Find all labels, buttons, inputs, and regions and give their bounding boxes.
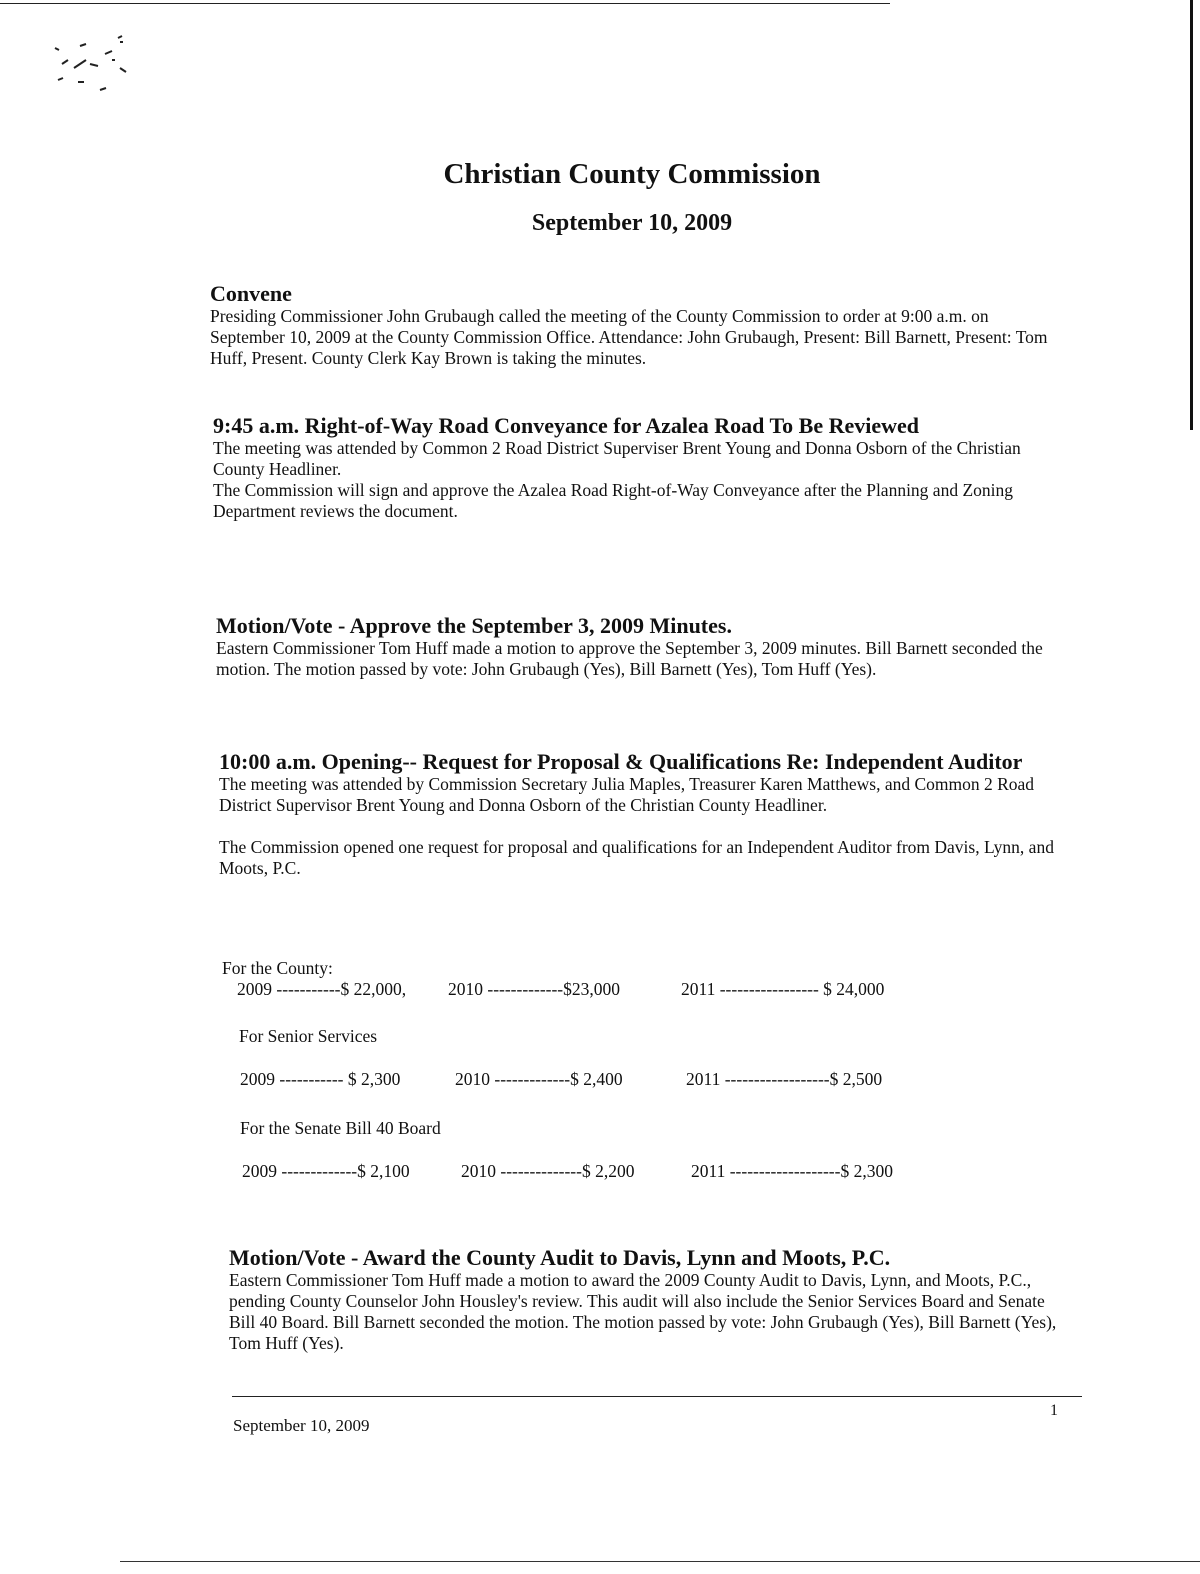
fee-group-label: For the Senate Bill 40 Board (240, 1118, 441, 1138)
scan-edge-top (0, 3, 890, 4)
page-number: 1 (1050, 1402, 1058, 1419)
fee-item: 2009 -----------$ 22,000, (237, 979, 407, 999)
fee-item: 2009 ----------- $ 2,300 (240, 1069, 401, 1089)
section-heading: Convene (210, 281, 292, 306)
section-paragraph: The Commission will sign and approve the Azalea Road Right-of-Way Conveyance after the Planning and Zoning Department reviews the document. (213, 480, 1014, 521)
section-approve-minutes (216, 614, 1046, 680)
fee-group-label: For Senior Services (239, 1026, 378, 1046)
fee-item: 2011 ----------------- $ 24,000 (681, 979, 885, 999)
section-paragraph: Presiding Commissioner John Grubaugh called the meeting of the County Commission to order at 9:00 a.m. on September 10, 2009 at the County Commission Office. Attendance: John Grubaugh, Present: Bill Barnett, Present: Tom Huff, Present. County Clerk Kay Brown is taking the minutes. (210, 306, 1048, 368)
section-heading: Motion/Vote - Award the County Audit to Davis, Lynn and Moots, P.C. (229, 1245, 891, 1270)
section-paragraph: Eastern Commissioner Tom Huff made a motion to approve the September 3, 2009 minutes. Bill Barnett seconded the motion. The motion passed by vote: John Grubaugh (Yes), Bill Barnett (Yes), Tom Huff (Yes). (216, 638, 1043, 679)
section-right-of-way (213, 414, 1053, 522)
section-paragraph: Eastern Commissioner Tom Huff made a motion to award the 2009 County Audit to Davis, Lynn, and Moots, P.C., pending County Counselor John Housley's review. This audit will also include the Senior Services Board and Senate Bill 40 Board. Bill Barnett seconded the motion. The motion passed by vote: John Grubaugh (Yes), Bill Barnett (Yes), Tom Huff (Yes). (229, 1270, 1057, 1353)
section-paragraph: The meeting was attended by Commission Secretary Julia Maples, Treasurer Karen Matthews, and Common 2 Road District Supervisor Brent Young and Donna Osborn of the Christian County Headliner. (219, 774, 1035, 815)
fee-group-county (222, 958, 957, 1001)
section-award-audit (229, 1246, 1059, 1354)
section-paragraph: The meeting was attended by Common 2 Road District Superviser Brent Young and Donna Osborn of the Christian County Headliner. (213, 438, 1021, 479)
fee-group-senior-services (239, 1026, 959, 1091)
section-heading: 9:45 a.m. Right-of-Way Road Conveyance for Azalea Road To Be Reviewed (213, 413, 919, 438)
fee-row (239, 1069, 959, 1091)
scan-specks (50, 34, 150, 96)
fee-group-senate-bill-40 (240, 1118, 960, 1183)
fee-group-label: For the County: (222, 958, 333, 978)
section-heading: 10:00 a.m. Opening-- Request for Proposal & Qualifications Re: Independent Auditor (219, 749, 1023, 774)
fee-item: 2010 -------------$23,000 (448, 979, 621, 999)
section-convene (210, 282, 1050, 369)
fee-item: 2011 -------------------$ 2,300 (691, 1161, 893, 1181)
section-rfp-opening (219, 750, 1059, 879)
document-title: Christian County Commission (443, 158, 821, 190)
fee-row (237, 979, 957, 1001)
fee-row (240, 1161, 960, 1183)
scan-edge-bottom (120, 1561, 1200, 1562)
fee-item: 2011 ------------------$ 2,500 (686, 1069, 883, 1089)
section-heading: Motion/Vote - Approve the September 3, 2009 Minutes. (216, 613, 732, 638)
footer-date: September 10, 2009 (233, 1416, 370, 1435)
fee-item: 2010 --------------$ 2,200 (461, 1161, 635, 1181)
fee-item: 2009 -------------$ 2,100 (242, 1161, 410, 1181)
section-paragraph: The Commission opened one request for proposal and qualifications for an Independent Auditor from Davis, Lynn, and Moots, P.C. (219, 837, 1054, 878)
document-date: September 10, 2009 (531, 210, 733, 236)
footer-rule (232, 1396, 1082, 1397)
fee-item: 2010 -------------$ 2,400 (455, 1069, 623, 1089)
